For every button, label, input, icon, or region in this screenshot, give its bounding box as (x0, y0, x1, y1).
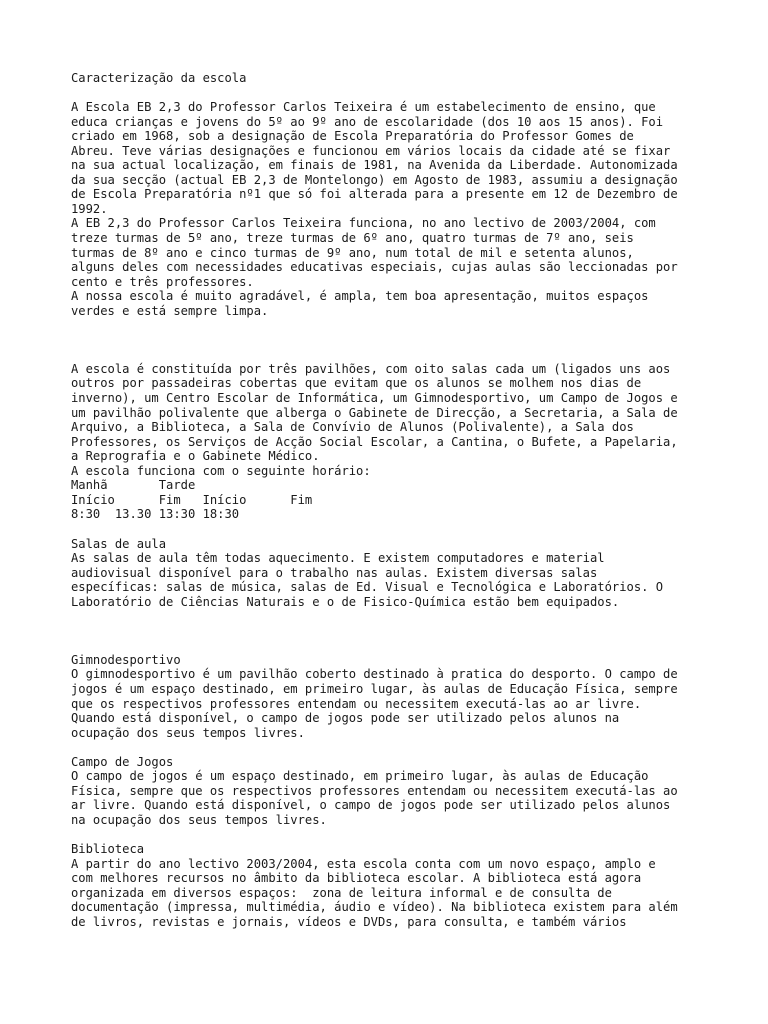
blank-line (71, 347, 711, 362)
text-line: com melhores recursos no âmbito da biblioteca escolar. A biblioteca está agora (71, 871, 642, 886)
text-line: na ocupação dos seus tempos livres. (71, 812, 327, 827)
text-line: outros por passadeiras cobertas que evitam que os alunos se molhem nos dias de (71, 376, 642, 391)
text-line: Arquivo, a Biblioteca, a Sala de Convívio de Alunos (Polivalente), a Sala dos (71, 420, 634, 435)
text-line: inverno), um Centro Escolar de Informática, um Gimnodesportivo, um Campo de Jogos e (71, 391, 678, 406)
text-line: cento e três professores. (71, 274, 254, 289)
text-line: O campo de jogos é um espaço destinado, em primeiro lugar, às aulas de Educação (71, 769, 649, 784)
document-page (71, 71, 711, 929)
text-line: Gimnodesportivo (71, 652, 181, 667)
text-line: Laboratório de Ciências Naturais e o de Fisico-Química estão bem equipados. (71, 594, 620, 609)
text-line: Biblioteca (71, 841, 145, 856)
text-line: Salas de aula (71, 536, 167, 551)
text-line: específicas: salas de música, salas de Ed. Visual e Tecnológica e Laboratórios. O (71, 580, 664, 595)
text-line: que os respectivos professores entendam ou necessitem executá-las ao ar livre. (71, 696, 642, 711)
blank-line (71, 624, 711, 639)
text-line: a Reprografia e o Gabinete Médico. (71, 449, 320, 464)
blank-line (71, 827, 711, 842)
text-line: de Escola Preparatória nº1 que só foi alterada para a presente em 12 de Dezembro de (71, 187, 678, 202)
text-line: documentação (impressa, multimédia, áudio e vídeo). Na biblioteca existem para além (71, 900, 678, 915)
text-line: A escola funciona com o seguinte horário: (71, 463, 371, 478)
text-line: Quando está disponível, o campo de jogos pode ser utilizado pelos alunos na (71, 711, 620, 726)
text-line: na sua actual localização, em finais de 1981, na Avenida da Liberdade. Autonomizada (71, 158, 678, 173)
blank-line (71, 318, 711, 333)
text-line: turmas de 8º ano e cinco turmas de 9º ano, num total de mil e setenta alunos, (71, 245, 634, 260)
blank-line (71, 609, 711, 624)
text-line: criado em 1968, sob a designação de Escola Preparatória do Professor Gomes de (71, 129, 634, 144)
text-line: treze turmas de 5º ano, treze turmas de 6º ano, quatro turmas de 7º ano, seis (71, 231, 634, 246)
blank-line (71, 638, 711, 653)
text-line: Campo de Jogos (71, 754, 174, 769)
text-line: organizada em diversos espaços: zona de leitura informal e de consulta de (71, 885, 612, 900)
text-line: de livros, revistas e jornais, vídeos e DVDs, para consulta, e também vários (71, 914, 627, 929)
blank-line (71, 522, 711, 537)
text-line: ar livre. Quando está disponível, o campo de jogos pode ser utilizado pelos alunos (71, 798, 671, 813)
text-line: da sua secção (actual EB 2,3 de Montelongo) em Agosto de 1983, assumiu a designação (71, 172, 678, 187)
text-line: jogos é um espaço destinado, em primeiro lugar, às aulas de Educação Física, sempre (71, 681, 678, 696)
text-line: um pavilhão polivalente que alberga o Gabinete de Direcção, a Secretaria, a Sala de (71, 405, 678, 420)
text-line: A nossa escola é muito agradável, é ampla, tem boa apresentação, muitos espaços (71, 289, 649, 304)
text-line: educa crianças e jovens do 5º ao 9º ano de escolaridade (dos 10 aos 15 anos). Foi (71, 114, 664, 129)
text-line: ocupação dos seus tempos livres. (71, 725, 305, 740)
text-line: Manhã Tarde (71, 478, 196, 493)
text-line: audiovisual disponível para o trabalho nas aulas. Existem diversas salas (71, 565, 598, 580)
text-line: 1992. (71, 201, 108, 216)
text-line: O gimnodesportivo é um pavilhão coberto destinado à pratica do desporto. O campo de (71, 667, 678, 682)
text-line: 8:30 13.30 13:30 18:30 (71, 507, 240, 522)
text-line: Início Fim Início Fim (71, 492, 313, 507)
text-line: A escola é constituída por três pavilhões, com oito salas cada um (ligados uns aos (71, 361, 671, 376)
blank-line (71, 333, 711, 348)
text-line: Professores, os Serviços de Acção Social Escolar, a Cantina, o Bufete, a Papelaria, (71, 434, 678, 449)
text-line: Física, sempre que os respectivos professores entendam ou necessitem executá-las ao (71, 783, 678, 798)
text-line: Caracterização da escola (71, 71, 247, 85)
blank-line (71, 740, 711, 755)
text-line: A partir do ano lectivo 2003/2004, esta escola conta com um novo espaço, amplo e (71, 856, 656, 871)
text-line: A EB 2,3 do Professor Carlos Teixeira funciona, no ano lectivo de 2003/2004, com (71, 216, 656, 231)
text-line: Abreu. Teve várias designações e funcionou em vários locais da cidade até se fixar (71, 143, 671, 158)
text-line: verdes e está sempre limpa. (71, 303, 269, 318)
text-line: As salas de aula têm todas aquecimento. E existem computadores e material (71, 551, 605, 566)
text-line: A Escola EB 2,3 do Professor Carlos Teixeira é um estabelecimento de ensino, que (71, 100, 656, 115)
blank-line (71, 86, 711, 101)
text-line: alguns deles com necessidades educativas especiais, cujas aulas são leccionadas por (71, 260, 678, 275)
